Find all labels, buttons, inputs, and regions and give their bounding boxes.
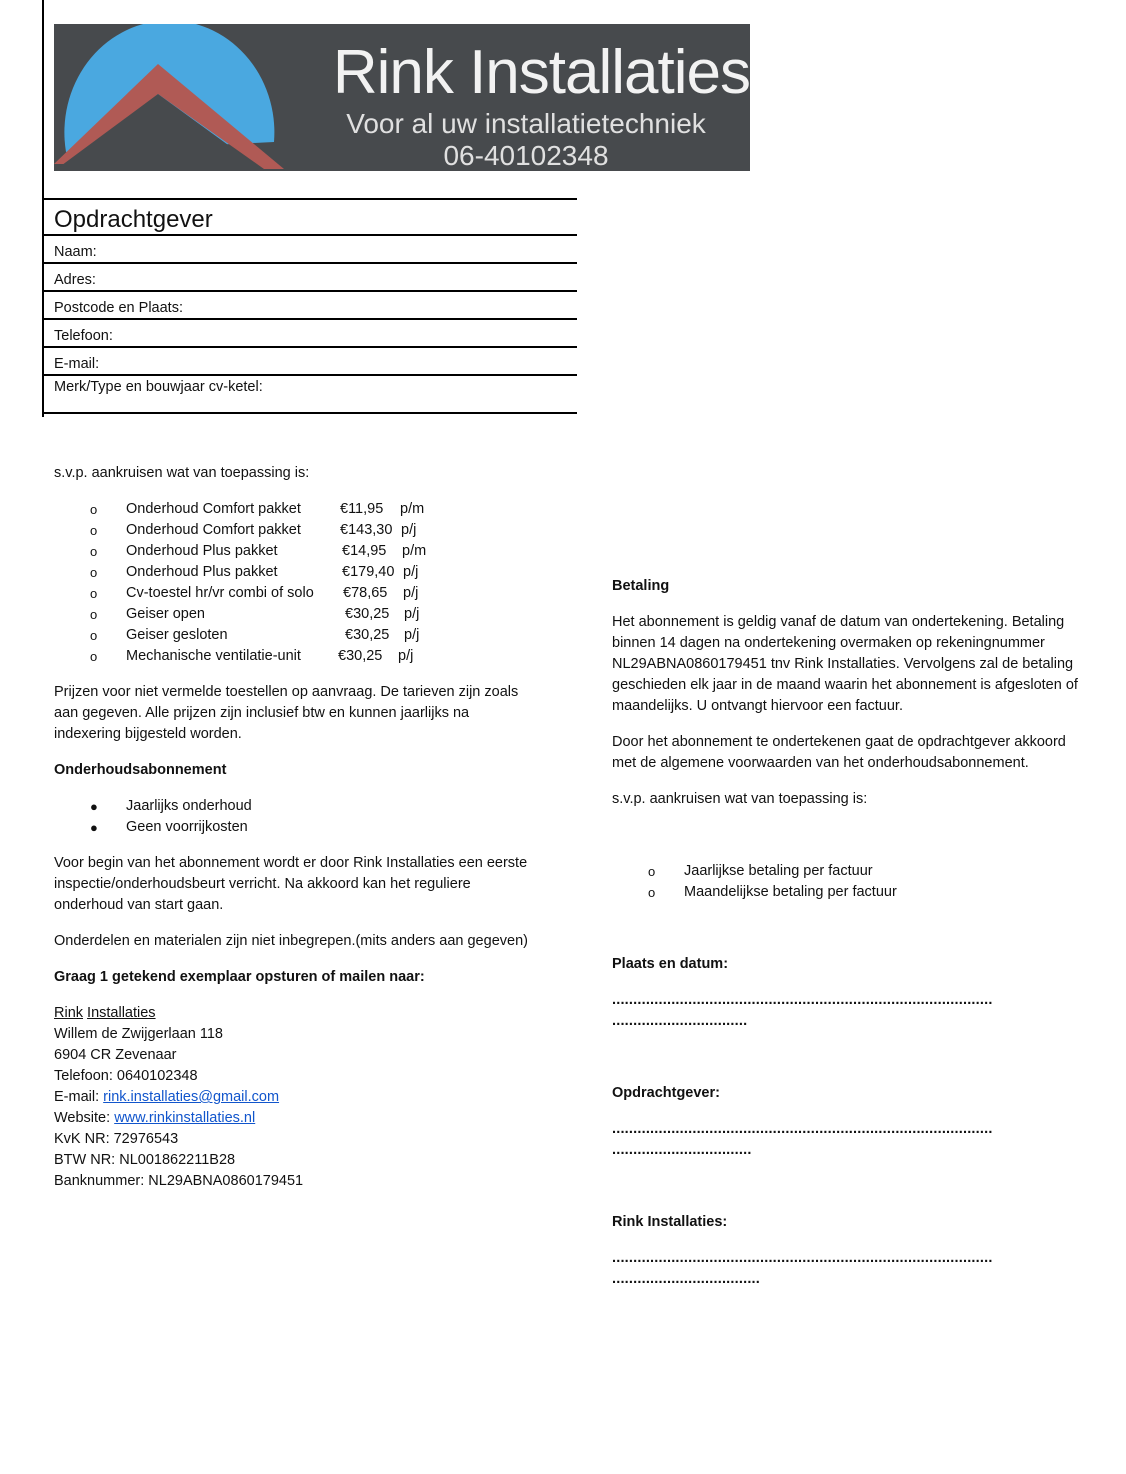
parts-note: Onderdelen en materialen zijn niet inbegrepen.(mits anders aan gegeven) (54, 933, 528, 949)
package-unit: p/j (403, 564, 419, 580)
field-telefoon[interactable] (44, 318, 577, 346)
field-ketel[interactable] (44, 374, 577, 414)
package-option[interactable] (54, 604, 554, 625)
empty-circle-icon[interactable]: o (90, 523, 98, 538)
payment-intro: s.v.p. aankruisen wat van toepassing is: (612, 791, 868, 807)
payment-option[interactable] (612, 861, 1092, 882)
field-label: Telefoon: (54, 328, 113, 344)
package-option[interactable] (54, 583, 554, 604)
contact-phone (54, 1066, 554, 1087)
package-option[interactable] (54, 520, 554, 541)
client-table-heading: Opdrachtgever (44, 198, 577, 234)
client-details-table (44, 198, 577, 414)
bullet-icon: ● (90, 799, 98, 814)
field-label: E-mail: (54, 356, 100, 372)
signature-line[interactable]: ................................. (612, 1142, 752, 1158)
empty-circle-icon[interactable]: o (90, 649, 98, 664)
package-price: €30,25 (345, 606, 390, 622)
empty-circle-icon[interactable]: o (90, 628, 98, 643)
subscription-intro-text: Voor begin van het abonnement wordt er door Rink Installaties een eerste inspectie/onderhoudsbeurt verricht. Na akkoord kan het reguliere onderhoud van start gaan. (54, 855, 528, 913)
prices-note: Prijzen voor niet vermelde toestellen op aanvraag. De tarieven zijn zoals aan gegeven. Alle prijzen zijn inclusief btw en kunnen jaarlijks na indexering bijgesteld worden. (54, 684, 519, 742)
contact-email (54, 1087, 554, 1108)
payment-text: Het abonnement is geldig vanaf de datum van ondertekening. Betaling binnen 14 dagen na ondertekening overmaken op rekeningnummer NL29ABNA0860179451 tnv Rink Installaties. Vervolgens zal de betaling geschieden elk jaar in de maand waarin het abonnement is afgesloten of maandelijks. U ontvangt hiervoor een factuur. (612, 614, 1078, 714)
bullet-text: Jaarlijks onderhoud (126, 798, 252, 814)
email-label: E-mail: (54, 1089, 100, 1105)
field-adres[interactable] (44, 262, 577, 290)
company-logo-banner (54, 24, 750, 171)
company-name-part: Installaties (87, 1005, 156, 1021)
payment-option-label: Jaarlijkse betaling per factuur (684, 863, 873, 879)
package-unit: p/j (404, 627, 420, 643)
signature-line[interactable]: ................................ (612, 1013, 748, 1029)
contact-bank: Banknummer: NL29ABNA0860179451 (54, 1173, 304, 1189)
package-unit: p/j (398, 648, 414, 664)
package-price: €11,95 (340, 501, 384, 517)
empty-circle-icon[interactable]: o (90, 565, 98, 580)
payment-option[interactable] (612, 882, 1092, 903)
field-postcode-plaats[interactable] (44, 290, 577, 318)
signature-label-rink: Rink Installaties: (612, 1214, 728, 1230)
phone-label: Telefoon: (54, 1068, 113, 1084)
logo-title: Rink Installaties (332, 38, 750, 107)
signature-line[interactable]: ................................... (612, 1271, 760, 1287)
signature-line[interactable]: .......................................................................................... (612, 992, 993, 1008)
package-name: Geiser open (126, 606, 205, 622)
empty-circle-icon[interactable]: o (90, 607, 98, 622)
package-price: €179,40 (342, 564, 395, 580)
contact-street: Willem de Zwijgerlaan 118 (54, 1026, 223, 1042)
field-label: Postcode en Plaats: (54, 300, 183, 316)
empty-circle-icon[interactable]: o (648, 885, 656, 900)
email-link[interactable]: rink.installaties@gmail.com (103, 1089, 280, 1105)
package-price: €30,25 (345, 627, 390, 643)
contact-website (54, 1108, 554, 1129)
payment-heading: Betaling (612, 578, 670, 594)
payment-options-list (612, 861, 1092, 903)
send-heading: Graag 1 getekend exemplaar opsturen of mailen naar: (54, 969, 425, 985)
contact-block (54, 1003, 554, 1192)
bullet-item (54, 796, 554, 817)
signature-label-opdrachtgever: Opdrachtgever: (612, 1085, 720, 1101)
subscription-bullets (54, 796, 554, 838)
logo-tagline: Voor al uw installatietechniek (346, 108, 706, 139)
payment-agreement-text: Door het abonnement te ondertekenen gaat de opdrachtgever akkoord met de algemene voorwaarden van het onderhoudsabonnement. (612, 734, 1066, 771)
package-name: Onderhoud Comfort pakket (126, 501, 301, 517)
contact-kvk: KvK NR: 72976543 (54, 1131, 179, 1147)
field-naam[interactable] (44, 234, 577, 262)
signature-label-plaats-datum: Plaats en datum: (612, 956, 729, 972)
phone-value: 0640102348 (116, 1068, 198, 1084)
contact-city: 6904 CR Zevenaar (54, 1047, 177, 1063)
package-name: Geiser gesloten (126, 627, 228, 643)
bullet-item (54, 817, 554, 838)
package-option[interactable] (54, 646, 554, 667)
signature-line[interactable]: .......................................................................................... (612, 1121, 993, 1137)
packages-intro: s.v.p. aankruisen wat van toepassing is: (54, 465, 310, 481)
bullet-text: Geen voorrijkosten (126, 819, 248, 835)
package-price: €78,65 (343, 585, 388, 601)
empty-circle-icon[interactable]: o (90, 544, 98, 559)
package-price: €143,30 (340, 522, 393, 538)
package-unit: p/j (404, 606, 420, 622)
package-option[interactable] (54, 562, 554, 583)
package-name: Onderhoud Plus pakket (126, 564, 278, 580)
website-link[interactable]: www.rinkinstallaties.nl (114, 1110, 256, 1126)
field-label: Naam: (54, 244, 97, 260)
logo-phone: 06-40102348 (443, 140, 609, 171)
package-name: Onderhoud Comfort pakket (126, 522, 301, 538)
empty-circle-icon[interactable]: o (90, 502, 98, 517)
package-name: Mechanische ventilatie-unit (126, 648, 301, 664)
website-label: Website: (54, 1110, 111, 1126)
payment-option-label: Maandelijkse betaling per factuur (684, 884, 897, 900)
package-unit: p/j (403, 585, 419, 601)
contact-btw: BTW NR: NL001862211B28 (54, 1152, 236, 1168)
company-name-part: Rink (54, 1005, 84, 1021)
package-name: Onderhoud Plus pakket (126, 543, 278, 559)
empty-circle-icon[interactable]: o (648, 864, 656, 879)
package-option[interactable] (54, 625, 554, 646)
package-price: €14,95 (342, 543, 387, 559)
package-price: €30,25 (338, 648, 383, 664)
field-email[interactable] (44, 346, 577, 374)
package-options-list (54, 499, 554, 667)
package-name: Cv-toestel hr/vr combi of solo (126, 585, 314, 601)
contact-company (54, 1003, 554, 1024)
package-option[interactable] (54, 541, 554, 562)
empty-circle-icon[interactable]: o (90, 586, 98, 601)
field-label: Merk/Type en bouwjaar cv-ketel: (54, 379, 263, 395)
package-unit: p/j (401, 522, 417, 538)
roof-arc-icon (54, 24, 314, 171)
signature-line[interactable]: .......................................................................................... (612, 1250, 993, 1266)
package-option[interactable] (54, 499, 554, 520)
package-unit: p/m (402, 543, 427, 559)
bullet-icon: ● (90, 820, 98, 835)
subscription-heading: Onderhoudsabonnement (54, 762, 227, 778)
package-unit: p/m (400, 501, 425, 517)
field-label: Adres: (54, 272, 96, 288)
